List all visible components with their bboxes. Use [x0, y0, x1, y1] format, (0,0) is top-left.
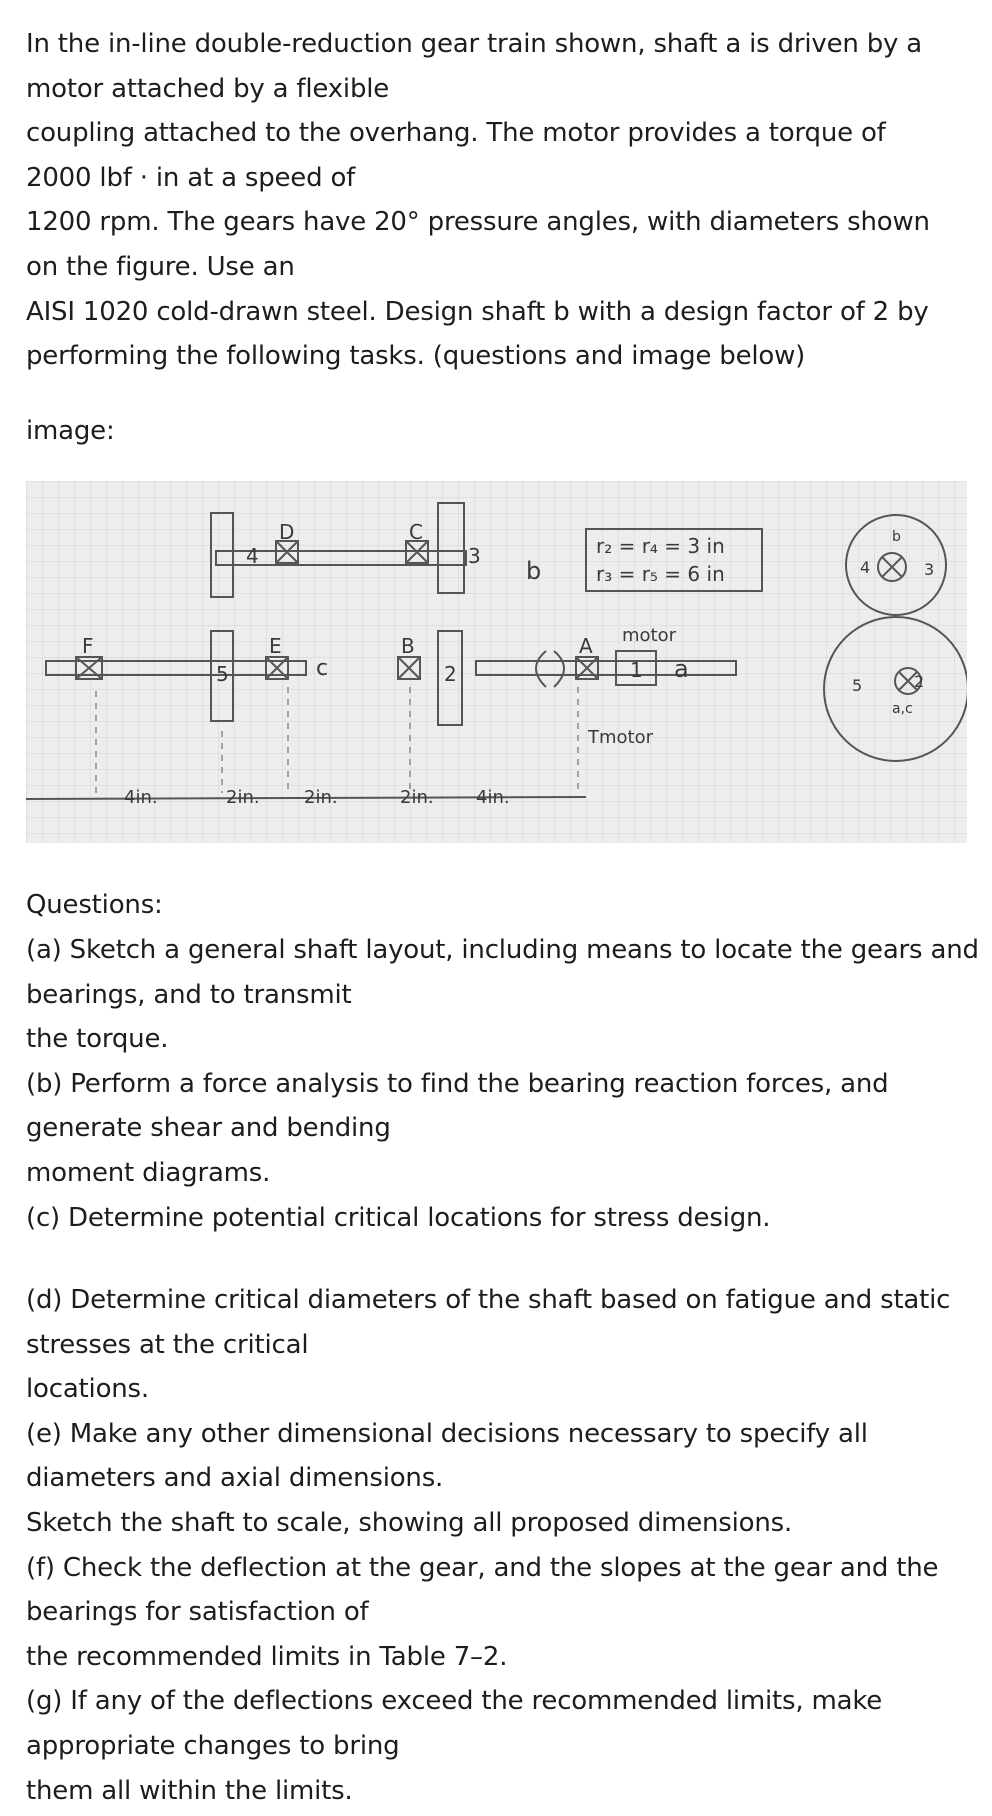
motor-label: motor	[622, 625, 677, 647]
gear-train-figure	[26, 481, 967, 843]
image-label: image:	[26, 415, 115, 446]
gear-label: 4	[246, 544, 259, 569]
bearing-label: B	[401, 634, 415, 659]
question-line: (c) Determine potential critical locations for stress design.	[26, 1202, 771, 1233]
problem-line: coupling attached to the overhang. The motor provides a torque of	[26, 118, 886, 149]
radius-note: r₂ = r₄ = 3 in	[596, 534, 725, 559]
bearing-label: C	[409, 520, 423, 545]
bearing-label: A	[579, 634, 593, 659]
gear-label: 2	[444, 662, 457, 687]
questions-heading: Questions:	[26, 890, 163, 921]
question-line: (e) Make any other dimensional decisions necessary to specify all	[26, 1418, 868, 1449]
gear-label: 3	[468, 544, 481, 569]
dimension-label: 2in.	[304, 787, 338, 809]
question-line: bearings for satisfaction of	[26, 1597, 369, 1628]
radius-note: r₃ = r₅ = 6 in	[596, 562, 725, 587]
problem-statement	[26, 22, 976, 379]
shaft-label: a	[674, 655, 689, 684]
end-view-label: a,c	[892, 701, 913, 718]
document-body	[26, 22, 979, 1813]
question-line: bearings, and to transmit	[26, 979, 352, 1010]
dimension-label: 2in.	[226, 787, 260, 809]
torque-label: Tmotor	[588, 727, 654, 749]
end-view-label: 4	[860, 558, 871, 578]
question-line: locations.	[26, 1374, 149, 1405]
problem-line: AISI 1020 cold-drawn steel. Design shaft b with a design factor of 2 by	[26, 296, 929, 327]
question-line: (d) Determine critical diameters of the shaft based on fatigue and static	[26, 1285, 951, 1316]
question-line: Sketch the shaft to scale, showing all proposed dimensions.	[26, 1508, 793, 1539]
question-line: the recommended limits in Table 7–2.	[26, 1641, 508, 1672]
problem-line: performing the following tasks. (questions and image below)	[26, 341, 806, 372]
shaft-label: b	[526, 557, 542, 586]
problem-line: on the figure. Use an	[26, 251, 295, 282]
dimension-label: 4in.	[124, 787, 158, 809]
bearing-label: D	[279, 520, 295, 545]
problem-line: 2000 lbf · in at a speed of	[26, 162, 356, 193]
problem-line: 1200 rpm. The gears have 20° pressure angles, with diameters shown	[26, 207, 930, 238]
problem-line: motor attached by a flexible	[26, 73, 390, 104]
bearing-label: F	[82, 634, 94, 659]
shaft-label: c	[316, 656, 329, 682]
question-line: moment diagrams.	[26, 1157, 271, 1188]
question-line: the torque.	[26, 1024, 169, 1055]
end-view-label: 2	[914, 672, 925, 692]
end-view-label: 3	[924, 560, 935, 580]
gear-label: 1	[630, 658, 643, 683]
question-line: (a) Sketch a general shaft layout, including means to locate the gears and	[26, 934, 979, 965]
question-line: stresses at the critical	[26, 1329, 309, 1360]
question-line: (f) Check the deflection at the gear, and the slopes at the gear and the	[26, 1552, 939, 1583]
question-line: them all within the limits.	[26, 1775, 353, 1806]
problem-line: In the in-line double-reduction gear train shown, shaft a is driven by a	[26, 29, 923, 59]
bearing-label: E	[269, 634, 282, 659]
gear-train-sketch	[26, 481, 967, 843]
end-view-label: 5	[852, 676, 863, 696]
questions-section	[26, 883, 979, 1813]
question-line: diameters and axial dimensions.	[26, 1463, 444, 1494]
question-line: generate shear and bending	[26, 1113, 391, 1144]
question-line: appropriate changes to bring	[26, 1731, 400, 1762]
question-line: (g) If any of the deflections exceed the recommended limits, make	[26, 1686, 883, 1717]
end-view-label: b	[892, 529, 901, 546]
dimension-label: 2in.	[400, 787, 434, 809]
question-line: (b) Perform a force analysis to find the bearing reaction forces, and	[26, 1068, 889, 1099]
dimension-label: 4in.	[476, 787, 510, 809]
gear-label: 5	[216, 662, 229, 687]
